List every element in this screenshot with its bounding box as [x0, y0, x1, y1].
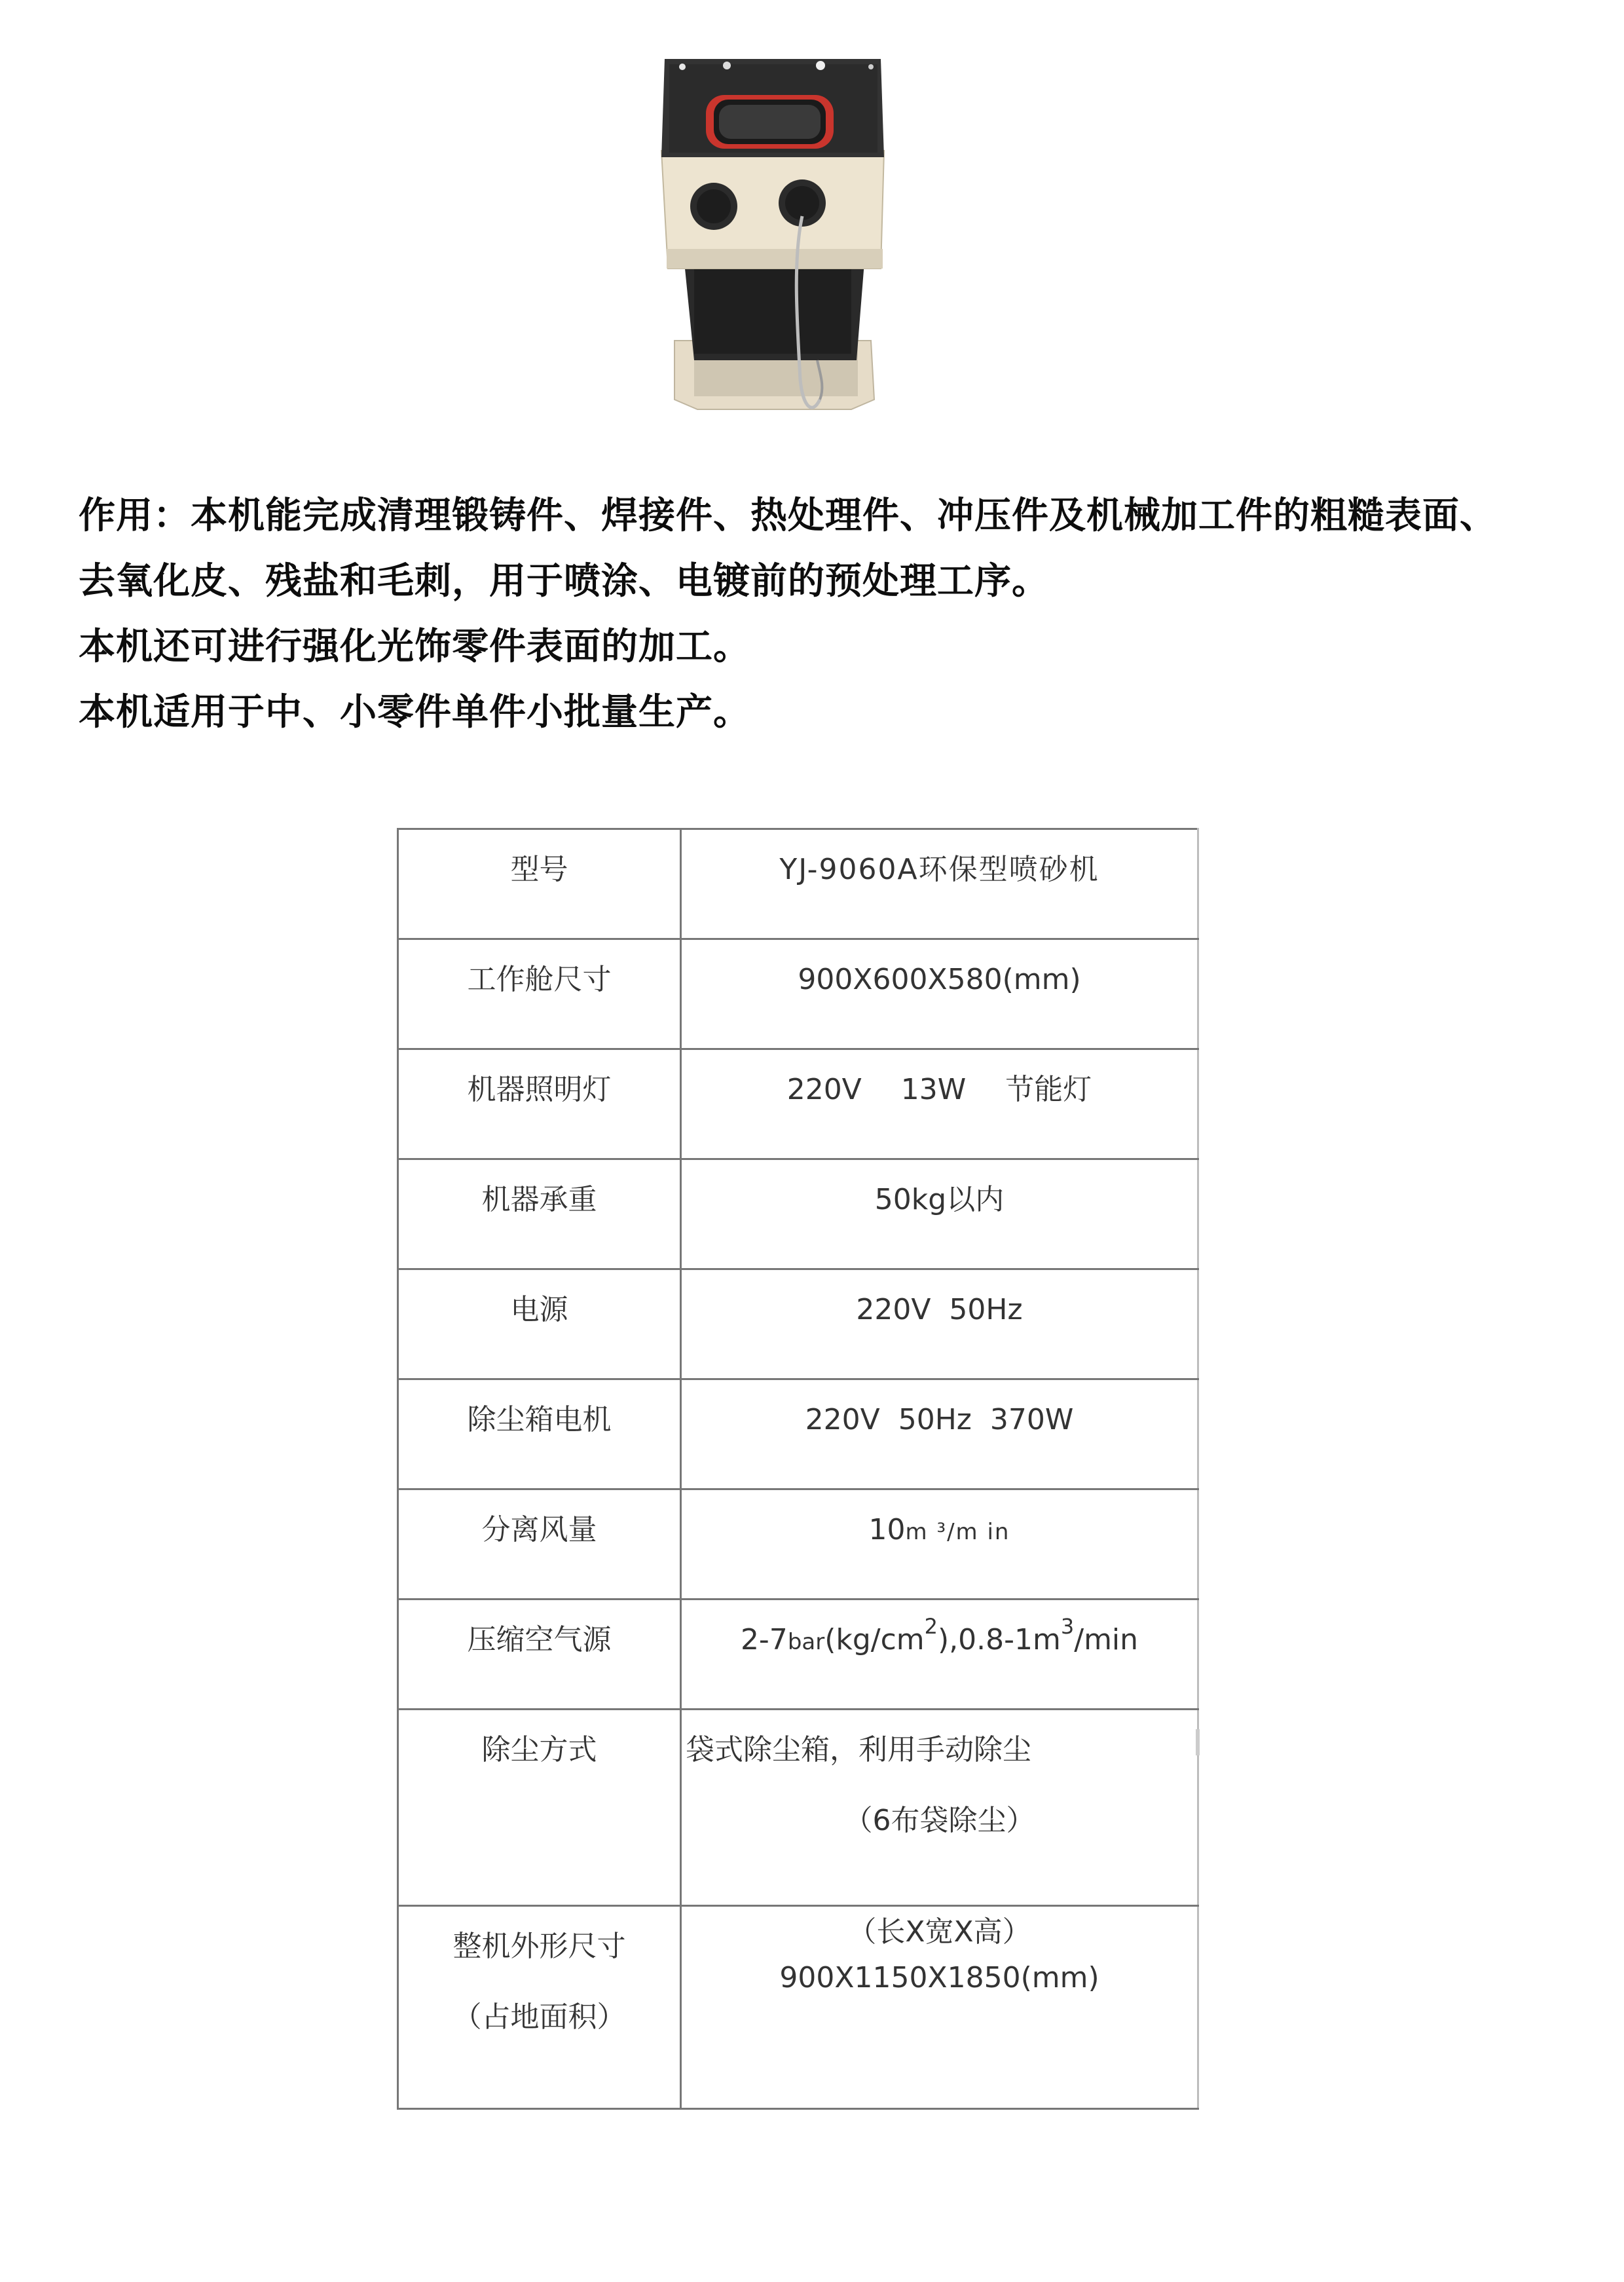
- table-row: [398, 1379, 1198, 1489]
- spec-value-dust-method: [681, 1710, 1198, 1906]
- overall-size-line-1: （长X宽X高）: [847, 1915, 1031, 1949]
- compressed-air-bar-unit: bar: [787, 1629, 825, 1655]
- table-row: [398, 1710, 1198, 1906]
- overall-size-label-2: （占地面积）: [452, 2000, 626, 2034]
- dust-method-line-2: （6布袋除尘）: [843, 1804, 1035, 1837]
- spec-label-power-supply: 电源: [398, 1269, 681, 1379]
- spec-value-model: YJ-9060A环保型喷砂机: [681, 829, 1198, 939]
- table-row: [398, 1049, 1198, 1159]
- spec-value-dust-motor: 220V 50Hz 370W: [681, 1379, 1198, 1489]
- table-row: [398, 1269, 1198, 1379]
- description-line-1: 作用：本机能完成清理锻铸件、焊接件、热处理件、冲压件及机械加工件的粗糙表面、: [79, 495, 1497, 537]
- spec-value-compressed-air: [681, 1599, 1198, 1710]
- spec-value-airflow: [681, 1489, 1198, 1599]
- spec-label-load: 机器承重: [398, 1159, 681, 1269]
- spec-label-chamber-size: 工作舱尺寸: [398, 939, 681, 1049]
- table-row: [398, 939, 1198, 1049]
- spec-label-model: 型号: [398, 829, 681, 939]
- lighting-type: 节能灯: [1005, 1073, 1092, 1106]
- table-row: [398, 1159, 1198, 1269]
- airflow-unit: m ³/m in: [905, 1519, 1010, 1545]
- lighting-voltage: 220V: [786, 1073, 862, 1106]
- table-row: [398, 1489, 1198, 1599]
- description-line-3: 本机还可进行强化光饰零件表面的加工。: [79, 626, 750, 668]
- spec-value-load: 50kg以内: [681, 1159, 1198, 1269]
- spec-label-dust-method: 除尘方式: [398, 1710, 681, 1906]
- airflow-number: 10: [868, 1513, 906, 1546]
- compressed-air-per-min: /min: [1074, 1623, 1139, 1656]
- compressed-air-sup-3: 3: [1060, 1614, 1075, 1639]
- spec-table: [397, 828, 1199, 2110]
- overall-size-line-2: 900X1150X1850(mm): [779, 1961, 1099, 1994]
- table-row: [398, 829, 1198, 939]
- table-row: [398, 1906, 1198, 2109]
- description-line-4: 本机适用于中、小零件单件小批量生产。: [79, 691, 750, 734]
- compressed-air-sup-2: 2: [924, 1614, 938, 1639]
- dust-method-line-1: 袋式除尘箱，利用手动除尘: [686, 1733, 1031, 1767]
- spec-value-lighting: [681, 1049, 1198, 1159]
- table-row: [398, 1599, 1198, 1710]
- spec-label-overall-size: [398, 1906, 681, 2109]
- overall-size-label: 整机外形尺寸: [452, 1930, 626, 1963]
- sandblaster-machine-image: [648, 52, 897, 419]
- lighting-power: 13W: [900, 1073, 967, 1106]
- spec-label-airflow: 分离风量: [398, 1489, 681, 1599]
- table-edge-artifact: [1196, 1729, 1200, 1755]
- spec-value-power-supply: 220V 50Hz: [681, 1269, 1198, 1379]
- compressed-air-range: 2-7: [740, 1623, 788, 1656]
- spec-label-dust-motor: 除尘箱电机: [398, 1379, 681, 1489]
- compressed-air-flow: ),0.8-1m: [938, 1623, 1061, 1656]
- spec-value-overall-size: [681, 1906, 1198, 2109]
- spec-value-chamber-size: 900X600X580(mm): [681, 939, 1198, 1049]
- spec-label-lighting: 机器照明灯: [398, 1049, 681, 1159]
- description: [79, 483, 1585, 745]
- compressed-air-unit: (kg/cm: [824, 1623, 925, 1656]
- spec-label-compressed-air: 压缩空气源: [398, 1599, 681, 1710]
- description-line-2: 去氧化皮、残盐和毛刺，用于喷涂、电镀前的预处理工序。: [79, 560, 1049, 603]
